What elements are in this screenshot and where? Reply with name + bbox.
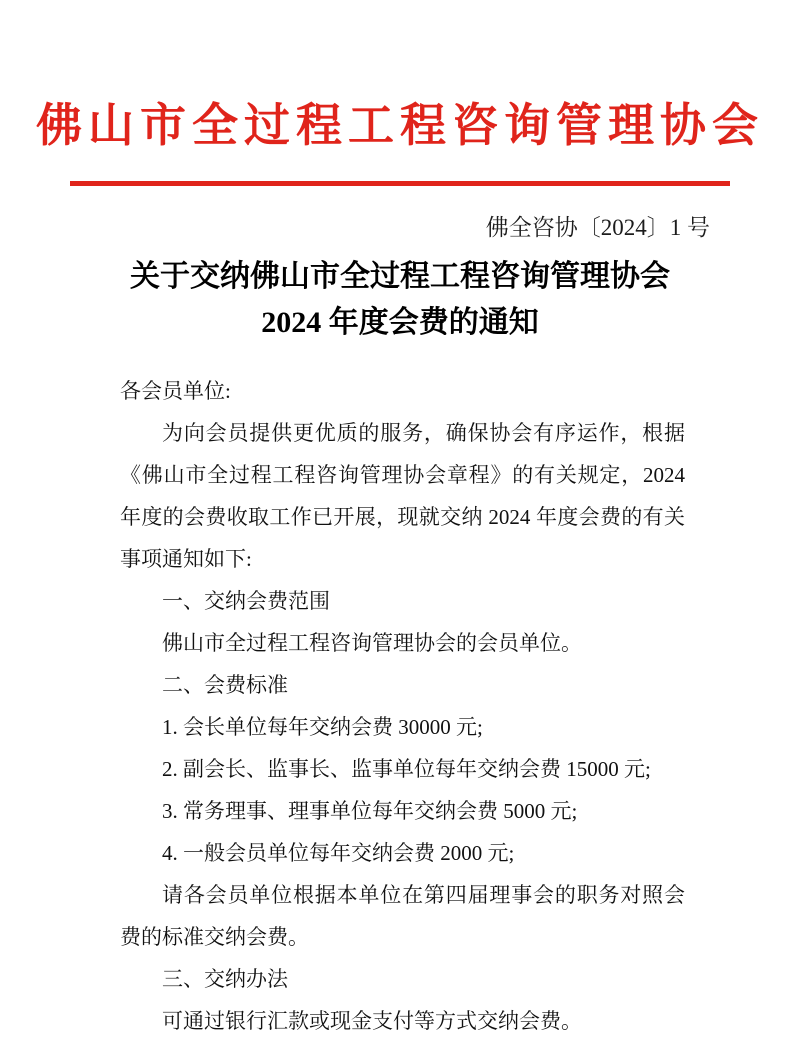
red-divider-line bbox=[70, 181, 730, 186]
document-title-line1: 关于交纳佛山市全过程工程咨询管理协会 bbox=[130, 260, 670, 294]
body-paragraph: 3. 常务理事、理事单位每年交纳会费 5000 元; bbox=[162, 799, 578, 824]
document-number: 佛全咨协〔2024〕1 号 bbox=[485, 215, 710, 241]
body-paragraph: 请各会员单位根据本单位在第四届理事会的职务对照会费的标准交纳会费。 bbox=[120, 883, 685, 950]
body-paragraph: 佛山市全过程工程咨询管理协会的会员单位。 bbox=[162, 631, 582, 656]
body-paragraph: 二、会费标准 bbox=[162, 673, 288, 698]
document-body bbox=[120, 370, 685, 1042]
body-paragraph: 2. 副会长、监事长、监事单位每年交纳会费 15000 元; bbox=[162, 757, 651, 782]
body-paragraph: 4. 一般会员单位每年交纳会费 2000 元; bbox=[162, 841, 515, 866]
body-paragraph: 三、交纳办法 bbox=[162, 967, 288, 992]
document-title bbox=[0, 254, 800, 346]
body-paragraph: 1. 会长单位每年交纳会费 30000 元; bbox=[162, 715, 483, 740]
body-paragraph: 可通过银行汇款或现金支付等方式交纳会费。 bbox=[162, 1009, 582, 1034]
body-paragraph: 为向会员提供更优质的服务，确保协会有序运作，根据《佛山市全过程工程咨询管理协会章程》的有关规定，2024 年度的会费收取工作已开展，现就交纳 2024 年度会费的有关事项通知如下: bbox=[120, 421, 685, 572]
body-paragraph: 一、交纳会费范围 bbox=[162, 589, 330, 614]
org-name-header: 佛山市全过程工程咨询管理协会 bbox=[36, 100, 764, 151]
document-title-line2: 2024 年度会费的通知 bbox=[261, 306, 539, 340]
body-paragraph: 各会员单位: bbox=[120, 379, 231, 404]
